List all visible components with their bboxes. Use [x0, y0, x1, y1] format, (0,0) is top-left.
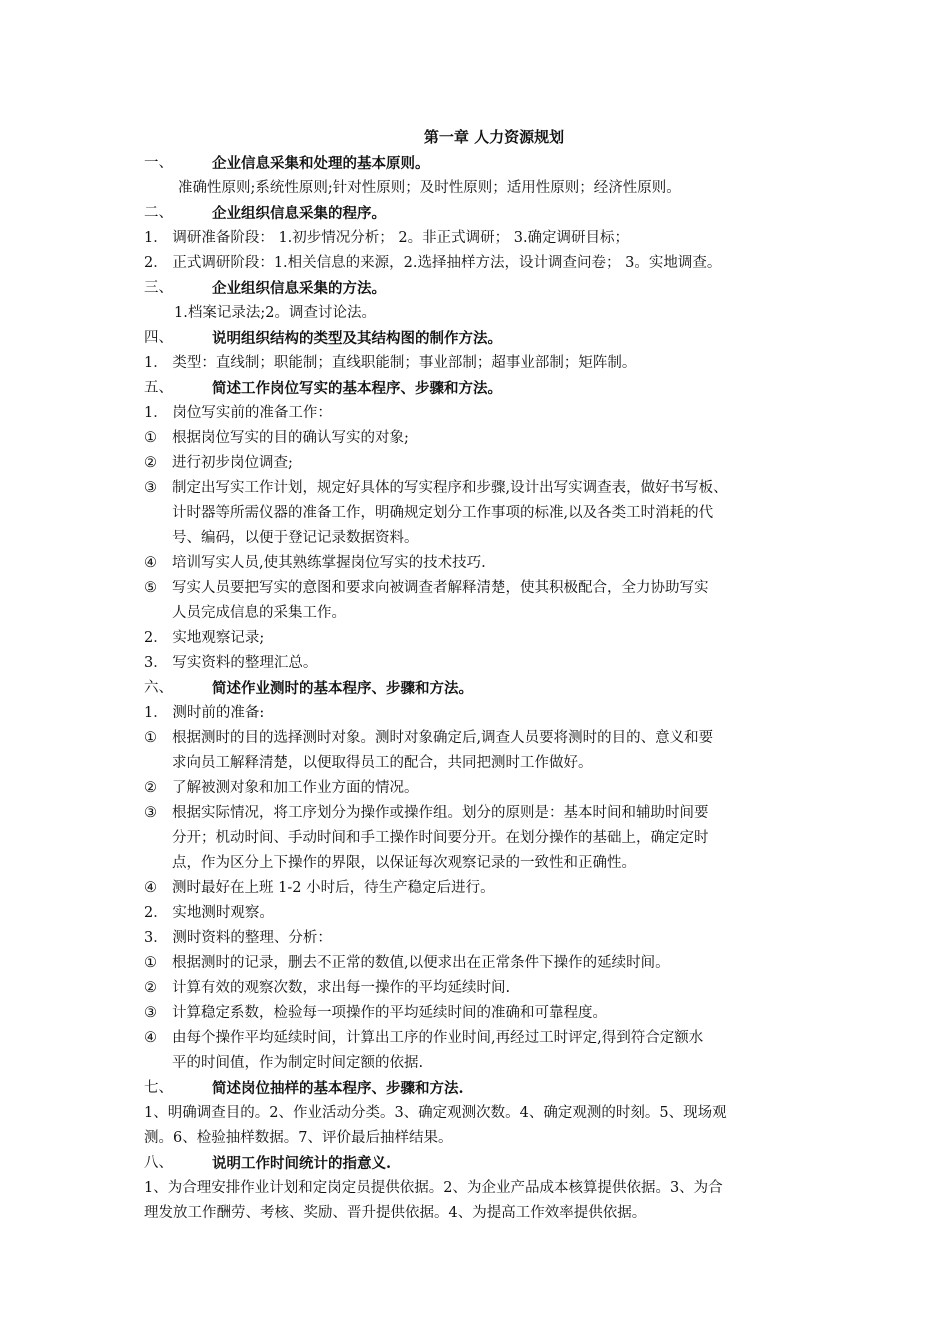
list-marker: ② [144, 780, 157, 796]
list-marker: ② [144, 455, 157, 471]
paragraph: 2． 实地测时观察。 [144, 905, 274, 921]
paragraph: 理发放工作酬劳、考核、奖励、晋升提供依据。4、为提高工作效率提供依据。 [144, 1205, 647, 1221]
list-text: 求向员工解释清楚，以便取得员工的配合，共同把测时工作做好。 [172, 755, 593, 771]
paragraph: 2． 实地观察记录; [144, 630, 265, 646]
list-marker: ⑤ [144, 580, 157, 596]
list-text: 制定出写实工作计划，规定好具体的写实程序和步骤,设计出写实调查表，做好书写板、 [172, 480, 728, 496]
list-item [144, 476, 820, 551]
paragraph: 3． 测时资料的整理、分析： [144, 930, 332, 946]
paragraph: 1． 类型：直线制；职能制；直线职能制；事业部制；超事业部制；矩阵制。 [144, 355, 637, 371]
paragraph: 1、明确调查目的。2、作业活动分类。3、确定观测次数。4、确定观测的时刻。5、现场观 [144, 1105, 727, 1121]
chapter-title: 第一章 人力资源规划 [423, 128, 565, 146]
section-title: 企业组织信息采集的程序。 [212, 205, 386, 222]
list-marker: ③ [144, 1005, 157, 1021]
section-number: 二、 [144, 205, 173, 221]
paragraph: 准确性原则;系统性原则;针对性原则；及时性原则；适用性原则；经济性原则。 [178, 180, 681, 196]
paragraph: 测。6、检验抽样数据。7、评价最后抽样结果。 [144, 1130, 453, 1146]
section-heading-4 [144, 326, 820, 351]
list-item [144, 576, 820, 626]
list-text: 计时器等所需仪器的准备工作，明确规定划分工作事项的标准,以及各类工时消耗的代 [172, 505, 714, 521]
section-title: 简述作业测时的基本程序、步骤和方法。 [212, 680, 473, 697]
section-heading-7 [144, 1076, 820, 1101]
list-text: 分开；机动时间、手动时间和手工操作时间要分开。在划分操作的基础上，确定定时 [172, 830, 709, 846]
list-text: 点，作为区分上下操作的界限，以保证每次观察记录的一致性和正确性。 [172, 855, 636, 871]
list-text: 了解被测对象和加工作业方面的情况。 [172, 780, 419, 796]
section-heading-8 [144, 1151, 820, 1176]
section-number: 八、 [144, 1155, 173, 1171]
list-marker: ① [144, 955, 157, 971]
list-item [144, 801, 820, 876]
list-text: 根据实际情况，将工序划分为操作或操作组。划分的原则是：基本时间和辅助时间要 [172, 805, 709, 821]
list-item [144, 976, 820, 1001]
list-text: 计算稳定系数，检验每一项操作的平均延续时间的准确和可靠程度。 [172, 1005, 607, 1021]
section-title: 说明组织结构的类型及其结构图的制作方法。 [212, 330, 502, 347]
section-heading-6 [144, 676, 820, 701]
section-heading-2 [144, 201, 820, 226]
paragraph: 1． 测时前的准备: [144, 705, 265, 721]
paragraph: 1． 岗位写实前的准备工作： [144, 405, 332, 421]
section-heading-3 [144, 276, 820, 301]
section-number: 五、 [144, 380, 173, 396]
list-text: 根据岗位写实的目的确认写实的对象; [172, 430, 409, 446]
list-marker: ① [144, 730, 157, 746]
list-marker: ③ [144, 480, 157, 496]
list-text: 培训写实人员,使其熟练掌握岗位写实的技术技巧. [172, 555, 486, 571]
section-title: 企业组织信息采集的方法。 [212, 280, 386, 297]
list-item [144, 951, 820, 976]
list-marker: ③ [144, 805, 157, 821]
list-text: 进行初步岗位调查; [172, 455, 293, 471]
paragraph: 1． 调研准备阶段： 1.初步情况分析； 2。非正式调研； 3.确定调研目标； [144, 230, 630, 246]
section-number: 七、 [144, 1080, 173, 1096]
list-text: 人员完成信息的采集工作。 [172, 605, 346, 621]
list-text: 平的时间值，作为制定时间定额的依据. [172, 1055, 424, 1071]
list-text: 根据测时的目的选择测时对象。测时对象确定后,调查人员要将测时的目的、意义和要 [172, 730, 714, 746]
list-item [144, 726, 820, 776]
list-text: 测时最好在上班 1-2 小时后，待生产稳定后进行。 [172, 880, 495, 896]
list-text: 根据测时的记录，删去不正常的数值,以便求出在正常条件下操作的延续时间。 [172, 955, 670, 971]
list-text: 计算有效的观察次数，求出每一操作的平均延续时间. [172, 980, 511, 996]
list-item [144, 551, 820, 576]
section-number: 六、 [144, 680, 173, 696]
section-title: 简述岗位抽样的基本程序、步骤和方法. [212, 1080, 464, 1097]
list-text: 写实人员要把写实的意图和要求向被调查者解释清楚，使其积极配合，全力协助写实 [172, 580, 709, 596]
list-text: 由每个操作平均延续时间，计算出工序的作业时间,再经过工时评定,得到符合定额水 [172, 1030, 704, 1046]
paragraph: 1.档案记录法;2。调查讨论法。 [174, 305, 376, 321]
list-marker: ① [144, 430, 157, 446]
list-item [144, 1001, 820, 1026]
list-item [144, 776, 820, 801]
section-number: 三、 [144, 280, 173, 296]
paragraph: 1、为合理安排作业计划和定岗定员提供依据。2、为企业产品成本核算提供依据。3、为合 [144, 1180, 723, 1196]
list-marker: ② [144, 980, 157, 996]
list-marker: ④ [144, 555, 157, 571]
list-item [144, 451, 820, 476]
paragraph: 3． 写实资料的整理汇总。 [144, 655, 318, 671]
section-heading-5 [144, 376, 820, 401]
section-title: 企业信息采集和处理的基本原则。 [212, 155, 430, 172]
list-item [144, 426, 820, 451]
section-title: 简述工作岗位写实的基本程序、步骤和方法。 [212, 380, 502, 397]
paragraph: 2． 正式调研阶段：1.相关信息的来源，2.选择抽样方法，设计调查问卷； 3。实地调查。 [144, 255, 722, 271]
section-number: 四、 [144, 330, 173, 346]
section-number: 一、 [144, 155, 173, 171]
section-heading-1 [144, 151, 820, 176]
list-marker: ④ [144, 880, 157, 896]
list-item [144, 876, 820, 901]
list-item [144, 1026, 820, 1076]
list-marker: ④ [144, 1030, 157, 1046]
section-title: 说明工作时间统计的指意义. [212, 1155, 392, 1172]
list-text: 号、编码，以便于登记记录数据资料。 [172, 530, 419, 546]
